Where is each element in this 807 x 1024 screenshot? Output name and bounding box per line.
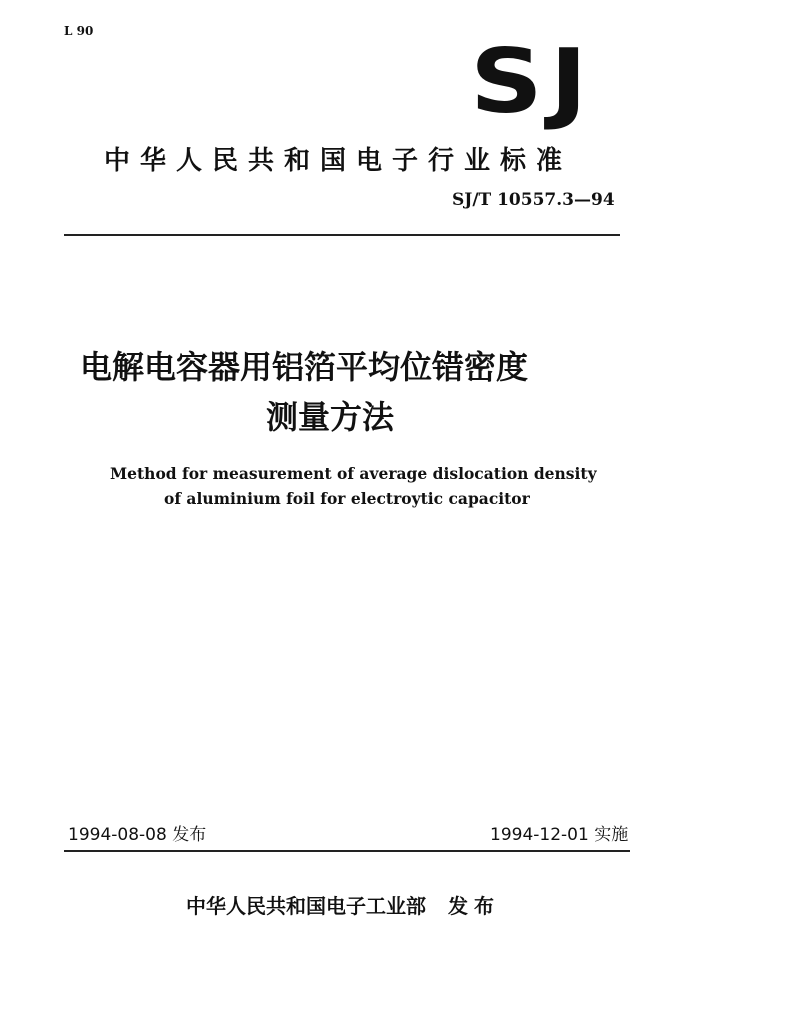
title-en-line-1: Method for measurement of average dislocation density: [110, 464, 597, 483]
standard-code: SJ/T 10557.3—94: [452, 190, 615, 210]
top-divider: [64, 234, 620, 236]
title-zh-line-1: 电解电容器用铝箔平均位错密度: [80, 348, 529, 386]
standard-type-heading: 中华人民共和国电子行业标准: [104, 146, 573, 176]
bottom-divider: [64, 850, 630, 852]
issuer-label: 发布: [448, 894, 500, 918]
issue-date: 1994-08-08 发布: [68, 825, 207, 845]
issuer-name: 中华人民共和国电子工业部: [186, 894, 426, 918]
title-zh-line-2: 测量方法: [266, 398, 395, 436]
sj-logo: SJ: [470, 30, 595, 133]
implementation-date: 1994-12-01 实施: [490, 825, 629, 845]
issuer: [186, 890, 500, 919]
title-en-line-2: of aluminium foil for electroytic capacitor: [164, 489, 530, 508]
classification-code: L 90: [64, 24, 94, 38]
